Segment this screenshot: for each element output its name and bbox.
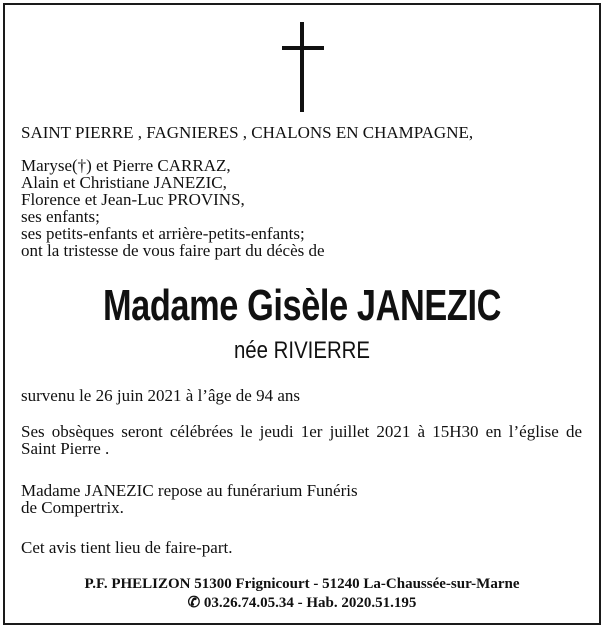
closing-line: Cet avis tient lieu de faire-part.: [21, 538, 233, 557]
rest-line-1: Madame JANEZIC repose au funérarium Funéris: [21, 481, 358, 500]
family-line: Maryse(†) et Pierre CARRAZ,: [21, 156, 231, 175]
funeral-home-line: P.F. PHELIZON 51300 Frignicourt - 51240 La-Chaussée-sur-Marne: [84, 576, 520, 592]
locations-line: SAINT PIERRE , FAGNIERES , CHALONS EN CHAMPAGNE,: [21, 123, 474, 142]
family-line: Florence et Jean-Luc PROVINS,: [21, 190, 245, 209]
family-line: ses enfants;: [21, 207, 100, 226]
rest-line-2: de Compertrix.: [21, 498, 124, 517]
family-line: ses petits-enfants et arrière-petits-enfants;: [21, 224, 305, 243]
birth-name: née RIVIERRE: [233, 337, 371, 364]
deceased-name: Madame Gisèle JANEZIC: [102, 281, 502, 330]
death-notice: survenu le 26 juin 2021 à l’âge de 94 ans: [21, 386, 301, 405]
family-list: [21, 157, 325, 259]
family-line: ont la tristesse de vous faire part du décès de: [21, 241, 325, 260]
funeral-details: Ses obsèques seront célébrées le jeudi 1er juillet 2021 à 15H30 en l’église de Saint Pierre .: [21, 422, 582, 458]
cross-icon: [282, 22, 324, 112]
family-line: Alain et Christiane JANEZIC,: [21, 173, 227, 192]
phone-line: ✆ 03.26.74.05.34 - Hab. 2020.51.195: [187, 595, 417, 611]
